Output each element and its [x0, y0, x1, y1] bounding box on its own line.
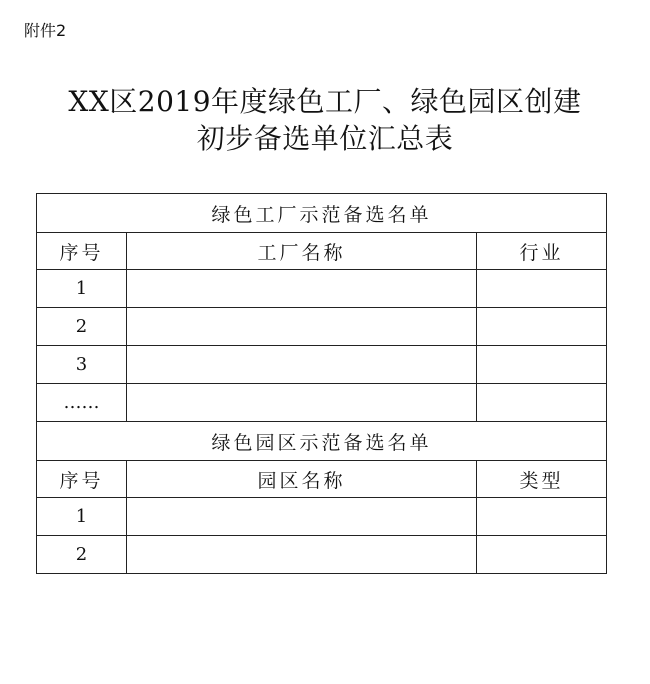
table-row — [37, 384, 607, 422]
park-col-name-header: 园区名称 — [127, 461, 477, 498]
park-row-number: 2 — [37, 536, 127, 574]
document-title-line-1: XX区2019年度绿色工厂、绿色园区创建 — [68, 85, 582, 118]
table-row — [37, 346, 607, 384]
factory-header-row — [37, 233, 607, 270]
factory-industry-cell[interactable] — [477, 308, 607, 346]
factory-industry-cell[interactable] — [477, 270, 607, 308]
document-title-line-2: 初步备选单位汇总表 — [196, 122, 454, 155]
park-name-cell[interactable] — [127, 536, 477, 574]
park-name-cell[interactable] — [127, 498, 477, 536]
park-section-heading-row — [37, 422, 607, 461]
factory-col-number-header: 序号 — [37, 233, 127, 270]
park-col-number-header: 序号 — [37, 461, 127, 498]
attachment-label: 附件2 — [24, 21, 67, 40]
table-row — [37, 498, 607, 536]
park-type-cell[interactable] — [477, 536, 607, 574]
factory-name-cell[interactable] — [127, 270, 477, 308]
park-header-row — [37, 461, 607, 498]
factory-section-heading-row — [37, 194, 607, 233]
factory-col-industry-header: 行业 — [477, 233, 607, 270]
factory-industry-cell[interactable] — [477, 384, 607, 422]
park-row-number: 1 — [37, 498, 127, 536]
table-row — [37, 536, 607, 574]
factory-section-heading: 绿色工厂示范备选名单 — [37, 194, 607, 233]
factory-name-cell[interactable] — [127, 308, 477, 346]
table-row — [37, 308, 607, 346]
park-col-type-header: 类型 — [477, 461, 607, 498]
park-type-cell[interactable] — [477, 498, 607, 536]
factory-name-cell[interactable] — [127, 346, 477, 384]
park-section-heading: 绿色园区示范备选名单 — [37, 422, 607, 461]
factory-name-cell[interactable] — [127, 384, 477, 422]
factory-row-number: …… — [37, 384, 127, 422]
factory-col-name-header: 工厂名称 — [127, 233, 477, 270]
factory-row-number: 1 — [37, 270, 127, 308]
table-row — [37, 270, 607, 308]
summary-table — [36, 193, 607, 574]
factory-industry-cell[interactable] — [477, 346, 607, 384]
factory-row-number: 2 — [37, 308, 127, 346]
factory-row-number: 3 — [37, 346, 127, 384]
